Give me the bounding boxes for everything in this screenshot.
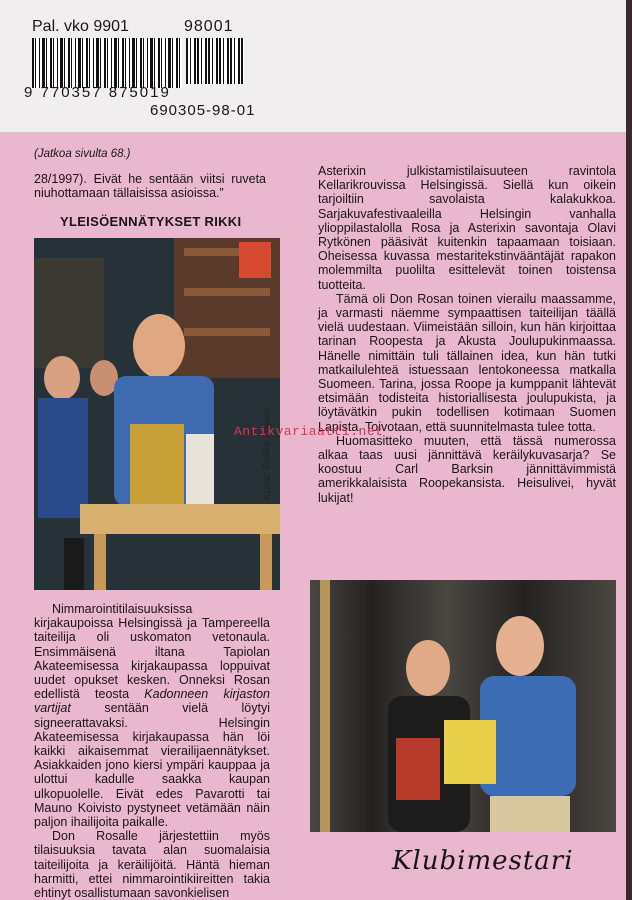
photo-two-authors (310, 580, 616, 832)
column2-text (318, 164, 616, 505)
ean-number: 9 770357 875019 (24, 84, 171, 101)
paragraph: Asterixin julkistamistilaisuuteen ravintola Kellarikrouvissa Helsingissä. Siellä kun oikein tarjoiltiin savolaista kalakukkoa. Sarjakuvafestivaaleilla Helsingin vanhalla ylioppilastalolla Rosa ja Asterixin savontaja Olavi Rytkönen pääsivät kuitenkin tapaamaan toisiaan. Oheisessa kuvassa mestaritekstinvääntäjät rapakon molemmilta puolilta esittelevät toinen toistensa tuotteita. (318, 164, 616, 292)
club-logo: Klubimestari (392, 846, 574, 876)
paragraph-text: sentään vielä löytyi signeerattavaksi. Helsingin Akateemisessa kirjakaupassa hän löi kaikki aikaisemmat vierailijaennätykset. Asiakkaiden jono kiersi ympäri kauppaa ja ulottui kadulle saakka kaupan ulkopuolelle. Eivät edes Pavarotti tai Mauno Koivisto pystyneet vetämään näin paljon ihailijoita paikalle. (34, 701, 270, 830)
publication-code: Pal. vko 9901 (32, 18, 129, 35)
barcode-main (32, 38, 182, 88)
photo-signing-image (34, 238, 280, 590)
column1-bottom-text (34, 602, 270, 900)
barcode-area (0, 0, 632, 132)
watermark: Antikvariaatti.net (234, 424, 384, 439)
page-edge (626, 0, 632, 900)
column1-top-text (34, 172, 266, 200)
paragraph (34, 602, 270, 829)
paragraph-text: Nimmarointitilaisuuksissa kirjakaupoissa Helsingissä ja Tampereella taiteilija oli uskomaton vetonaula. Ensimmäisenä iltana Tapiolan Akateemisessa kirjakaupassa loppuivat uudet opukset kesken. Onneksi Rosan edellistä teosta (34, 602, 270, 702)
barcode-addon (186, 38, 244, 84)
continued-note: (Jatkoa sivulta 68.) (34, 148, 131, 160)
photo-credit: Kuvat: Pekka Tuliara (262, 408, 273, 500)
section-heading: YLEISÖENNÄTYKSET RIKKI (60, 214, 242, 229)
product-code: 690305-98-01 (150, 102, 256, 119)
paragraph: Tämä oli Don Rosan toinen vierailu maassamme, ja varmasti näemme sympaattisen taiteilijan täällä vielä uudestaan. Viimeistään silloin, kun hän kirjoittaa tarinan Roopesta ja Akusta Joulupukinmaassa. Hänelle nimittäin tuli tällainen idea, kun hän tutki matkailulehteä istuessaan lentokoneessa matkalla Suomeen. Tarina, jossa Roope ja kumppanit lähtevät etsimään todisteita historiallisesta joulupukista, ja löytävätkin pukin todellisen kotimaan Suomen Lapista. Toivotaan, että suunnitelmasta tulee totta. (318, 291, 616, 434)
book-title: Kadonneen kirjaston vartijat (34, 687, 270, 716)
photo-signing-event (34, 238, 280, 590)
paragraph: 28/1997). Eivät he sentään viitsi ruveta niuhottamaan tällaisissa asioissa.” (34, 172, 266, 201)
paragraph: Huomasitteko muuten, että tässä numerossa alkaa taas uusi jännittävä keräilykuvasarja? Se koostuu Carl Barksin jännittävimmistä amerikkalaisista Roopekansista. Heisulivei, hyvät lukijat! (318, 433, 616, 505)
paragraph: Don Rosalle järjestettiin myös tilaisuuksia tavata alan suomalaisia taiteilijoita ja keräilijöitä. Häntä hieman harmitti, ettei nimmarointikiireitten takia ehtinyt osallistumaan savonkielisen (34, 829, 270, 900)
photo-authors-image (310, 580, 616, 832)
issue-code: 98001 (184, 18, 234, 35)
